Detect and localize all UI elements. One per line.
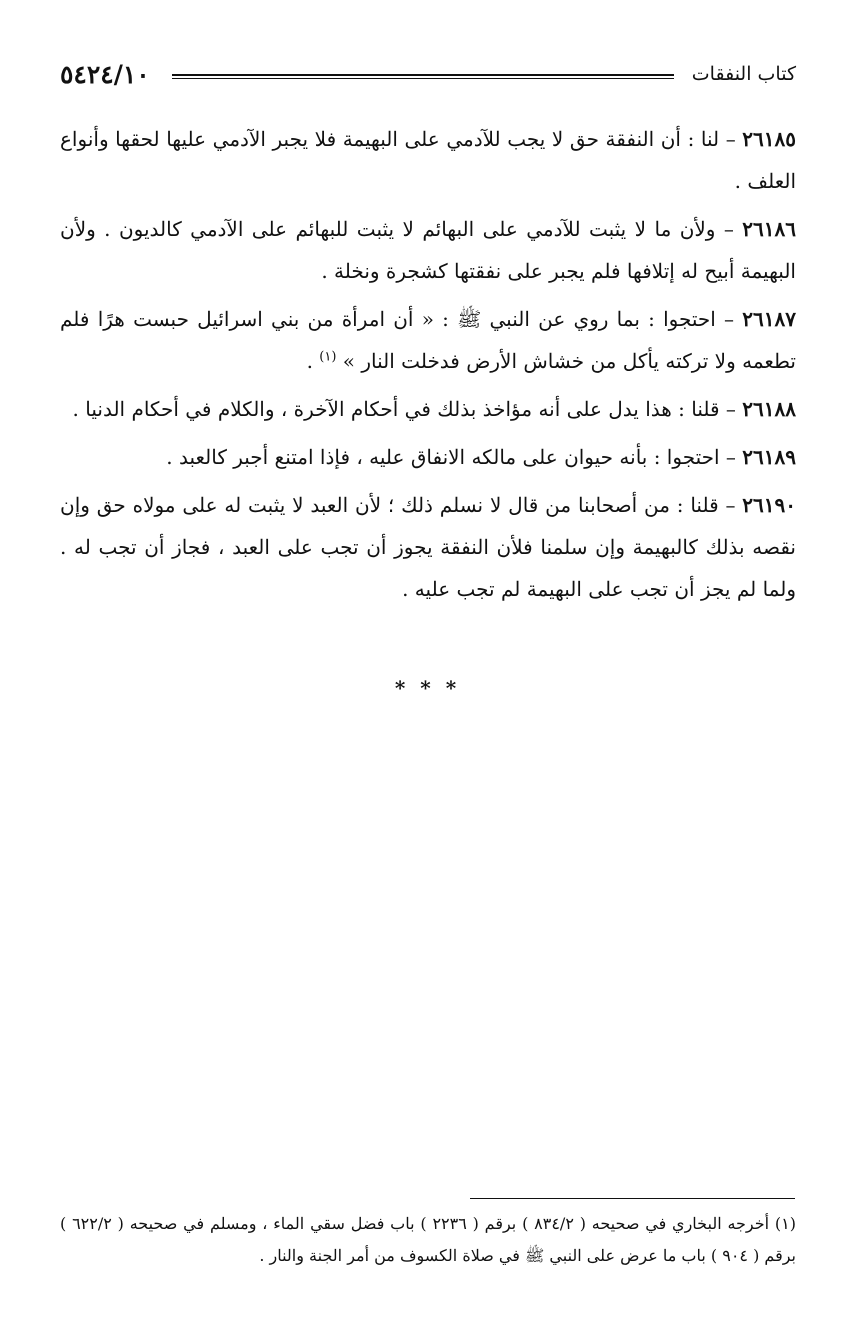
section-separator: * * * (394, 676, 461, 700)
paragraph (60, 484, 796, 610)
paragraph (60, 118, 796, 202)
paragraph-number: ٢٦١٨٩ (742, 445, 796, 469)
paragraph-text-tail: . (306, 349, 320, 373)
paragraph-text: – قلنا : من أصحابنا من قال لا نسلم ذلك ؛ لأن العبد لا يثبت له على مولاه حق وإن نقصه بذلك كالبهيمة وإن سلمنا فلأن النفقة يجوز أن تجب على العبد ، فجاز أن تجب له . ولما لم يجز أن تجب على البهيمة لم تجب عليه . (60, 493, 796, 601)
footnote-rule (470, 1198, 795, 1199)
main-text (60, 118, 796, 616)
page-header (60, 58, 796, 98)
paragraph (60, 208, 796, 292)
paragraph-number: ٢٦١٩٠ (742, 493, 796, 517)
page-number: ٥٤٢٤/١٠ (60, 60, 150, 89)
footnotes (60, 1208, 796, 1272)
paragraph-text: – لنا : أن النفقة حق لا يجب للآدمي على البهيمة فلا يجبر الآدمي عليها لحقها وأنواع العلف . (60, 127, 796, 193)
book-title: كتاب النفقات (691, 63, 796, 85)
paragraph-text: – ولأن ما لا يثبت للآدمي على البهائم لا يثبت للبهائم على الآدمي كالديون . ولأن البهيمة أبيح له إتلافها فلم يجبر على نفقتها كشجرة ونخلة . (60, 217, 796, 283)
paragraph (60, 298, 796, 382)
paragraph-text: – قلنا : هذا يدل على أنه مؤاخذ بذلك في أحكام الآخرة ، والكلام في أحكام الدنيا . (72, 397, 743, 421)
paragraph-number: ٢٦١٨٦ (742, 217, 796, 241)
footnote: (١) أخرجه البخاري في صحيحه ( ٨٣٤/٢ ) برقم ( ٢٢٣٦ ) باب فضل سقي الماء ، ومسلم في صحيحه ( ٦٢٢/٢ ) برقم ( ٩٠٤ ) باب ما عرض على النبي ﷺ في صلاة الكسوف من أمر الجنة والنار . (60, 1214, 796, 1265)
paragraph-number: ٢٦١٨٧ (742, 307, 796, 331)
paragraph (60, 436, 796, 478)
paragraph (60, 388, 796, 430)
paragraph-text: – احتجوا : بأنه حيوان على مالكه الانفاق عليه ، فإذا امتنع أجبر كالعبد . (166, 445, 743, 469)
footnote-reference[interactable]: (١) (319, 349, 337, 365)
paragraph-text: – احتجوا : بما روي عن النبي ﷺ : « أن امرأة من بني اسرائيل حبست هرًا فلم تطعمه ولا تركته يأكل من خشاش الأرض فدخلت النار » (60, 307, 796, 373)
header-rule (172, 74, 674, 79)
paragraph-number: ٢٦١٨٥ (742, 127, 796, 151)
paragraph-number: ٢٦١٨٨ (742, 397, 796, 421)
